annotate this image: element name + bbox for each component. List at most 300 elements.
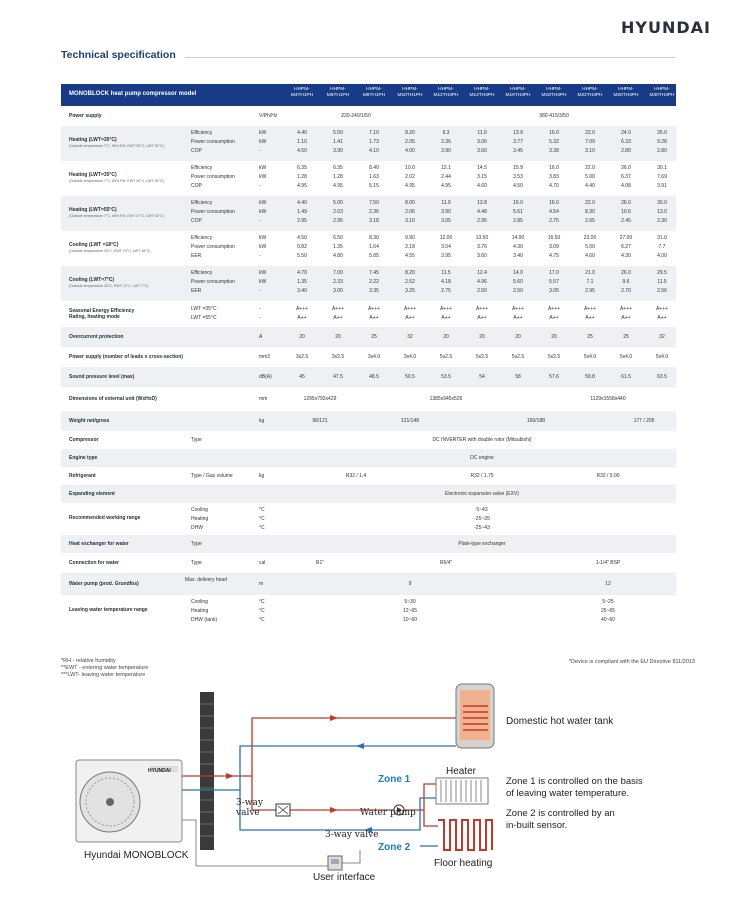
- unit-cell: kW: [259, 200, 267, 206]
- unit-cell: -: [259, 288, 261, 294]
- spec-value: 61.5: [621, 374, 631, 380]
- spec-value: 9.90: [405, 235, 415, 241]
- model-prefix: HHPM-: [474, 87, 490, 92]
- unit-cell: mm2: [259, 354, 271, 360]
- zone-2-note: [506, 808, 615, 832]
- param-cell: Cooling: [191, 507, 208, 513]
- brand-logo: HYUNDAI: [621, 18, 711, 37]
- spec-value: 47.5: [333, 374, 343, 380]
- spec-table-header: [61, 84, 676, 106]
- spec-value: 20: [443, 334, 449, 340]
- model-prefix: HHPM-: [582, 87, 598, 92]
- unit-cell: cal: [259, 560, 266, 566]
- seasonal-efficiency-row: [61, 301, 676, 327]
- spec-value: 3.35: [369, 288, 379, 294]
- spec-value: 4.96: [477, 279, 487, 285]
- spec-value: 6.33: [621, 139, 631, 145]
- unit-cell: °C: [259, 525, 265, 531]
- row-label: [69, 242, 150, 253]
- spec-value: 6.35: [333, 165, 343, 171]
- spec-value: 20: [515, 334, 521, 340]
- spec-span-value: R32 / 5.00: [596, 473, 620, 479]
- spec-value: 13.50: [475, 235, 489, 241]
- param-cell: DHW (tank): [191, 617, 218, 623]
- spec-span-value: 121/148: [400, 418, 420, 424]
- model-column-code: M26TH3PH: [613, 93, 639, 98]
- spec-value: 4.75: [549, 253, 559, 259]
- model-column-code: M12TH3PH: [433, 93, 459, 98]
- row-label-text: Refrigerant: [69, 473, 96, 479]
- spec-value: 2.33: [333, 279, 343, 285]
- radiator-icon: [436, 778, 488, 804]
- three-way-valve-label-line: valve: [236, 808, 260, 818]
- row-label-text: Recommended working range: [69, 515, 141, 521]
- param-cell: LWT =55°C: [191, 315, 217, 321]
- spec-value: 24.0: [621, 130, 631, 136]
- spec-value: 7.10: [369, 130, 379, 136]
- spec-value: 2.05: [405, 139, 415, 145]
- spec-value: 7.09: [585, 139, 595, 145]
- spec-value: 6.35: [297, 165, 307, 171]
- param-cell: Efficiency: [191, 270, 213, 276]
- spec-value: 20: [335, 334, 341, 340]
- spec-span-value: 10~60: [402, 617, 418, 623]
- model-column: [572, 87, 608, 99]
- zone-1-note-line: of leaving water temperature.: [506, 788, 630, 799]
- spec-value: 3.10: [585, 148, 595, 154]
- spec-value: 3x4.0: [367, 354, 381, 360]
- water-pump-label: Water pump: [360, 808, 416, 818]
- param-cell: Efficiency: [191, 130, 213, 136]
- spec-value: 3.77: [513, 139, 523, 145]
- spec-value: 4.48: [477, 209, 487, 215]
- unit-cell: kg: [259, 473, 265, 479]
- water-pump-row: [61, 573, 676, 595]
- spec-value: 10.6: [621, 209, 631, 215]
- spec-span-value: Electronic expansion valve (EXV): [445, 491, 519, 497]
- row-label: [69, 113, 102, 119]
- unit-cell: kW: [259, 174, 267, 180]
- spec-value: 2.95: [585, 288, 595, 294]
- spec-value: A+++: [583, 306, 597, 312]
- spec-span-value: 25~65: [600, 608, 616, 614]
- spec-value: 4.50: [513, 183, 523, 189]
- spec-value: 20: [299, 334, 305, 340]
- row-label: [69, 455, 97, 461]
- model-prefix: HHPM-: [618, 87, 634, 92]
- param-cell: Type: [191, 541, 202, 547]
- unit-cell: °C: [259, 617, 265, 623]
- model-column-code: M30TH3PH: [649, 93, 675, 98]
- spec-value: 12.4: [477, 270, 487, 276]
- spec-value: 2.22: [369, 279, 379, 285]
- spec-value: 4.50: [297, 148, 307, 154]
- spec-value: 4.10: [369, 148, 379, 154]
- spec-value: 25: [587, 334, 593, 340]
- model-column: [356, 87, 392, 99]
- spec-value: A+++: [403, 306, 417, 312]
- spec-value: 5x2.5: [475, 354, 489, 360]
- compliance-note: *Device is compliant with the EU Directive 811/2013: [568, 659, 695, 665]
- spec-value: 4.40: [585, 183, 595, 189]
- spec-value: 20: [479, 334, 485, 340]
- footnotes: [61, 658, 148, 679]
- unit-cell: -: [259, 253, 261, 259]
- row-label: [69, 277, 148, 288]
- spec-value: 31.0: [657, 235, 667, 241]
- model-column-code: M8TH1PH: [362, 93, 386, 98]
- unit-cell: kW: [259, 139, 267, 145]
- spec-value: 5x4.0: [583, 354, 597, 360]
- spec-span-value: 9: [408, 581, 412, 587]
- param-cell: EER: [191, 288, 202, 294]
- spec-value: 4.70: [297, 270, 307, 276]
- spec-value: 2.45: [621, 218, 631, 224]
- spec-span-value: 96/121: [312, 418, 328, 424]
- spec-value: 4.40: [297, 130, 307, 136]
- spec-value: A++: [621, 315, 631, 321]
- spec-value: 3.90: [441, 209, 451, 215]
- spec-value: 3.60: [477, 148, 487, 154]
- row-label: [69, 207, 164, 218]
- unit-cell: kW: [259, 235, 267, 241]
- model-prefix: HHPM-: [654, 87, 670, 92]
- spec-value: 1.28: [333, 174, 343, 180]
- param-cell: Efficiency: [191, 165, 213, 171]
- spec-value: 26.0: [621, 270, 631, 276]
- spec-value: 5.50: [297, 253, 307, 259]
- spec-value: 4.08: [621, 183, 631, 189]
- spec-value: 1.64: [369, 244, 379, 250]
- row-label: [69, 437, 98, 443]
- sound-level-row: [61, 367, 676, 387]
- param-cell: DHW: [191, 525, 203, 531]
- spec-value: 5.32: [549, 139, 559, 145]
- spec-value: 16.0: [549, 165, 559, 171]
- spec-value: A++: [333, 315, 343, 321]
- unit-cell: mm: [259, 396, 268, 402]
- model-column: [284, 87, 320, 99]
- param-cell: Cooling: [191, 599, 208, 605]
- spec-value: A+++: [475, 306, 489, 312]
- zone-1-note-line: Zone 1 is controlled on the basis: [506, 776, 643, 787]
- param-cell: Efficiency: [191, 235, 213, 241]
- unit-cell: kW: [259, 279, 267, 285]
- three-way-valve-label-line: 3-way: [236, 798, 263, 808]
- unit-cell: -: [259, 183, 261, 189]
- spec-value: 4.40: [297, 200, 307, 206]
- spec-value: 4.80: [333, 253, 343, 259]
- spec-value: A++: [369, 315, 379, 321]
- spec-value: 5x2.5: [547, 354, 561, 360]
- spec-value: 16.0: [549, 130, 559, 136]
- spec-value: 9.3: [442, 130, 450, 136]
- spec-value: 2.95: [297, 218, 307, 224]
- spec-value: 4.95: [441, 183, 451, 189]
- spec-value: 30.0: [657, 200, 667, 206]
- spec-value: 6.50: [333, 235, 343, 241]
- unit-cell: °C: [259, 599, 265, 605]
- spec-value: 7.50: [369, 200, 379, 206]
- spec-value: 3.05: [549, 288, 559, 294]
- unit-cell: -: [259, 148, 261, 154]
- spec-value: 25: [371, 334, 377, 340]
- row-label-text: Connection for water: [69, 560, 120, 566]
- title-divider: [185, 57, 675, 58]
- spec-value: 5.61: [513, 209, 523, 215]
- row-label-condition: (Outside temperature 7°C, 85% RH, EWT 30°C, LWT 35°C): [69, 144, 164, 148]
- spec-value: 3.04: [441, 244, 451, 250]
- spec-value: 2.80: [657, 148, 667, 154]
- spec-value: 4.00: [405, 148, 415, 154]
- spec-value: 1.41: [333, 139, 343, 145]
- heater-label: Heater: [446, 766, 477, 777]
- model-column-code: M6TH1PH: [326, 93, 350, 98]
- spec-span-value: 1-1/4" BSP: [595, 560, 621, 566]
- row-label-text: Sound pressure level (max): [69, 374, 135, 380]
- row-label-text: Power supply (number of leads x cross-section): [69, 354, 183, 360]
- spec-value: 27.00: [619, 235, 633, 241]
- row-label-text: Expanding element: [69, 491, 115, 497]
- spec-table: [61, 84, 676, 627]
- spec-value: 2.70: [621, 288, 631, 294]
- unit-cell: kg: [259, 418, 265, 424]
- spec-value: 3.60: [477, 253, 487, 259]
- row-label-text: Leaving water temperature range: [69, 607, 148, 613]
- spec-value: 5.00: [585, 244, 595, 250]
- spec-span-value: R5/4": [439, 560, 453, 566]
- spec-span-value: 5~25: [602, 599, 614, 605]
- row-label: [69, 137, 164, 148]
- spec-span-value: DC engine: [470, 455, 494, 461]
- monoblock-label: Hyundai MONOBLOCK: [84, 850, 189, 861]
- unit-cell: -: [259, 315, 261, 321]
- spec-value: 63.5: [657, 374, 667, 380]
- spec-value: 9.6: [622, 279, 630, 285]
- unit-cell: V/Ph/Hz: [259, 113, 278, 119]
- spec-value: 2.75: [441, 288, 451, 294]
- spec-value: A+++: [655, 306, 669, 312]
- spec-value: 4.95: [333, 183, 343, 189]
- floor-heating-icon: [438, 820, 492, 850]
- row-label-text: Heating (LWT=35°C): [69, 172, 117, 178]
- row-label: [69, 374, 134, 380]
- spec-value: 3.90: [333, 148, 343, 154]
- spec-value: 45: [299, 374, 305, 380]
- spec-value: 5.00: [585, 174, 595, 180]
- spec-value: A++: [549, 315, 559, 321]
- user-interface-icon: [328, 856, 342, 870]
- param-cell: Power consumption: [191, 209, 235, 215]
- spec-span-value: 1385x945x526: [429, 396, 463, 402]
- tank-label: Domestic hot water tank: [506, 716, 614, 727]
- spec-value: 5x4.0: [655, 354, 669, 360]
- unit-cell: -: [259, 306, 261, 312]
- row-label: [69, 334, 123, 340]
- spec-value: 3.06: [477, 139, 487, 145]
- param-cell: COP: [191, 183, 202, 189]
- spec-span-value: 40~60: [600, 617, 616, 623]
- row-label-text: Heating (LWT=55°C): [69, 207, 117, 213]
- spec-value: A+++: [367, 306, 381, 312]
- spec-span-value: 12~65: [402, 608, 418, 614]
- spec-value: 32: [407, 334, 413, 340]
- three-way-valve-label: [236, 798, 263, 818]
- spec-value: 3.05: [441, 218, 451, 224]
- row-label-condition: (Outside temperature 7°C, 85% RH, EWT 30°C, LWT 35°C): [69, 179, 164, 183]
- system-diagram: [0, 680, 735, 900]
- spec-value: 1.10: [297, 139, 307, 145]
- spec-value: 13.0: [657, 209, 667, 215]
- spec-value: 8.20: [405, 130, 415, 136]
- spec-value: 3.25: [405, 288, 415, 294]
- spec-value: 48.5: [369, 374, 379, 380]
- unit-cell: °C: [259, 507, 265, 513]
- spec-span-value: 160/188: [526, 418, 546, 424]
- spec-value: 5x2.5: [511, 354, 525, 360]
- spec-value: 2.85: [513, 218, 523, 224]
- row-label: [69, 515, 140, 521]
- spec-value: 15.9: [513, 165, 523, 171]
- spec-value: 2.95: [477, 218, 487, 224]
- spec-value: 59.8: [585, 374, 595, 380]
- spec-span-value: 5~43: [476, 507, 488, 513]
- spec-value: 16.50: [547, 235, 561, 241]
- spec-value: 6.37: [621, 174, 631, 180]
- refrigerant-row: [61, 467, 676, 485]
- param-cell: COP: [191, 218, 202, 224]
- spec-value: 1.63: [369, 174, 379, 180]
- spec-value: A++: [297, 315, 307, 321]
- param-cell: Type / Gas volume: [191, 473, 233, 479]
- spec-value: 3.83: [549, 174, 559, 180]
- spec-value: 1.73: [369, 139, 379, 145]
- zone-1-label: Zone 1: [378, 774, 411, 785]
- spec-value: 3x2.5: [295, 354, 309, 360]
- spec-value: A+++: [331, 306, 345, 312]
- spec-table-body: [61, 106, 676, 627]
- spec-value: A++: [657, 315, 667, 321]
- spec-value: 5.05: [369, 253, 379, 259]
- compressor-row: [61, 431, 676, 449]
- spec-value: 10.0: [405, 165, 415, 171]
- spec-value: 53.5: [441, 374, 451, 380]
- model-prefix: HHPM-: [366, 87, 382, 92]
- spec-value: 5.60: [513, 279, 523, 285]
- spec-value: 4.55: [405, 253, 415, 259]
- spec-value: 3x2.5: [331, 354, 345, 360]
- row-label: [69, 418, 109, 424]
- spec-span-value: 12: [605, 581, 611, 587]
- spec-value: 2.44: [441, 174, 451, 180]
- spec-value: 30.1: [657, 165, 667, 171]
- spec-value: 2.18: [405, 244, 415, 250]
- spec-value: 1.35: [333, 244, 343, 250]
- spec-value: 8.40: [369, 165, 379, 171]
- spec-span-value: 5~30: [404, 599, 416, 605]
- working-range-row: [61, 503, 676, 535]
- spec-span-value: -25~35: [474, 516, 490, 522]
- spec-value: 12.1: [441, 165, 451, 171]
- spec-value: 22.0: [585, 200, 595, 206]
- footnote: **EWT - entering water temperature: [61, 665, 149, 671]
- spec-value: 13.8: [477, 200, 487, 206]
- row-label: [69, 607, 148, 613]
- spec-value: 9.28: [657, 139, 667, 145]
- param-cell: Max. delivery head: [185, 577, 227, 583]
- spec-value: 4.30: [621, 253, 631, 259]
- spec-value: 3.00: [333, 288, 343, 294]
- param-cell: COP: [191, 148, 202, 154]
- unit-cell: kW: [259, 165, 267, 171]
- spec-value: 3.15: [477, 174, 487, 180]
- spec-value: 26.0: [657, 130, 667, 136]
- spec-span-value: -25~43: [474, 525, 490, 531]
- spec-value: 5.57: [549, 279, 559, 285]
- power-supply-row: [61, 106, 676, 126]
- param-cell: EER: [191, 253, 202, 259]
- param-cell: Power consumption: [191, 244, 235, 250]
- spec-value: 7.00: [333, 270, 343, 276]
- model-column-code: M22TH3PH: [577, 93, 603, 98]
- model-column: [320, 87, 356, 99]
- spec-value: 4.70: [549, 183, 559, 189]
- param-cell: Power consumption: [191, 139, 235, 145]
- spec-value: 2.50: [513, 288, 523, 294]
- spec-value: 11.9: [441, 200, 451, 206]
- spec-value: 4.60: [585, 253, 595, 259]
- row-label: [69, 491, 115, 497]
- spec-value: 4.50: [297, 235, 307, 241]
- spec-value: 2.80: [621, 148, 631, 154]
- model-column-code: M10TH1PH: [397, 93, 423, 98]
- row-label-text: Heating (LWT=35°C): [69, 137, 117, 143]
- spec-value: A++: [405, 315, 415, 321]
- performance-group: [61, 231, 676, 266]
- spec-value: A+++: [511, 306, 525, 312]
- spec-value: 3.18: [369, 218, 379, 224]
- spec-value: 11.0: [477, 130, 487, 136]
- row-label-text: Weight net/gross: [69, 418, 110, 424]
- zone-1-note: [506, 776, 643, 800]
- spec-value: 16.0: [513, 200, 523, 206]
- spec-value: 16.0: [549, 200, 559, 206]
- spec-value: A+++: [439, 306, 453, 312]
- model-prefix: HHPM-: [510, 87, 526, 92]
- spec-span-value: R1": [315, 560, 325, 566]
- unit-cell: kW: [259, 270, 267, 276]
- spec-value: 2.30: [657, 218, 667, 224]
- param-cell: Heating: [191, 516, 209, 522]
- unit-cell: dB(A): [259, 374, 272, 380]
- spec-value: 4.18: [441, 279, 451, 285]
- zone-2-label: Zone 2: [378, 842, 411, 853]
- param-cell: Power consumption: [191, 174, 235, 180]
- spec-value: 21.0: [585, 270, 595, 276]
- model-column: [392, 87, 428, 99]
- zone-2-note-line: in-built sensor.: [506, 820, 568, 831]
- weight-row: [61, 411, 676, 431]
- model-column-code: M18TH3PH: [541, 93, 567, 98]
- spec-value: 3.09: [549, 244, 559, 250]
- row-label: [69, 473, 96, 479]
- spec-value: 7.45: [369, 270, 379, 276]
- model-column-code: M16TH3PH: [505, 93, 531, 98]
- section-title: Technical specification: [61, 49, 176, 61]
- row-label: [69, 396, 157, 402]
- row-label-condition: (Outside temperature 35°C, EWT 12°C, LWT 7°C): [69, 284, 149, 288]
- spec-value: 23.00: [583, 235, 597, 241]
